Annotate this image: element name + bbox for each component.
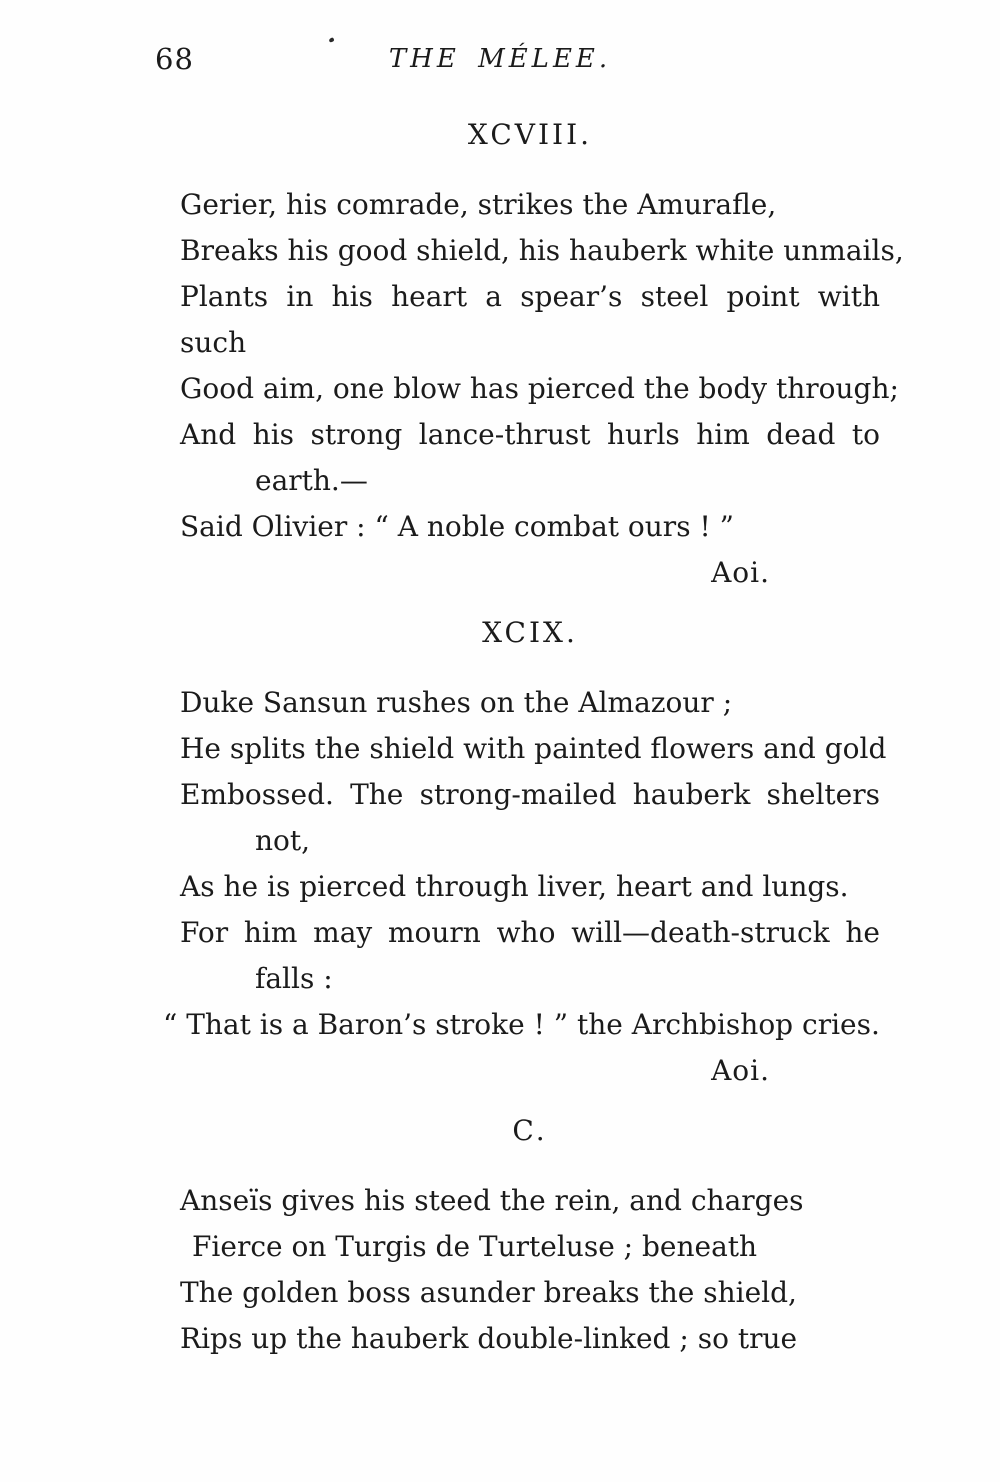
verse-line: Embossed. The strong-mailed hauberk shelters <box>180 778 880 811</box>
verse-line: Good aim, one blow has pierced the body through; <box>180 372 899 405</box>
running-title: THE MÉLEE. <box>388 44 612 74</box>
verse-line: Rips up the hauberk double-linked ; so true <box>180 1322 798 1355</box>
verse-line: Anseïs gives his steed the rein, and charges <box>180 1184 804 1217</box>
section-heading-xcviii: XCVIII. <box>467 118 593 151</box>
verse-line: As he is pierced through liver, heart and lungs. <box>180 870 849 903</box>
verse-line-continuation: earth.— <box>255 464 368 497</box>
verse-line: Breaks his good shield, his hauberk white unmails, <box>180 234 904 267</box>
verse-line-continuation: not, <box>255 824 311 857</box>
poem-body <box>163 112 904 1362</box>
verse-line: For him may mourn who will—death-struck he <box>180 916 880 949</box>
verse-line: Duke Sansun rushes on the Almazour ; <box>180 686 733 719</box>
verse-line: The golden boss asunder breaks the shield, <box>180 1276 797 1309</box>
verse-line: Plants in his heart a spear’s steel point with such <box>180 280 880 359</box>
verse-line: Said Olivier : “ A noble combat ours ! ” <box>180 510 734 543</box>
refrain-aoi: Aoi. <box>711 1054 770 1087</box>
section-heading-xcix: XCIX. <box>482 616 578 649</box>
refrain-aoi: Aoi. <box>711 556 770 589</box>
section-heading-c: C. <box>512 1114 548 1147</box>
verse-line: Fierce on Turgis de Turteluse ; beneath <box>192 1230 758 1263</box>
verse-line-continuation: falls : <box>255 962 333 995</box>
verse-line: “ That is a Baron’s stroke ! ” the Archbishop cries. <box>163 1008 880 1041</box>
verse-line: Gerier, his comrade, strikes the Amurafle, <box>180 188 777 221</box>
verse-line: He splits the shield with painted flowers and gold <box>180 732 887 765</box>
ink-speck <box>328 37 334 43</box>
page-number: 68 <box>155 42 194 76</box>
verse-line: And his strong lance-thrust hurls him dead to <box>180 418 880 451</box>
